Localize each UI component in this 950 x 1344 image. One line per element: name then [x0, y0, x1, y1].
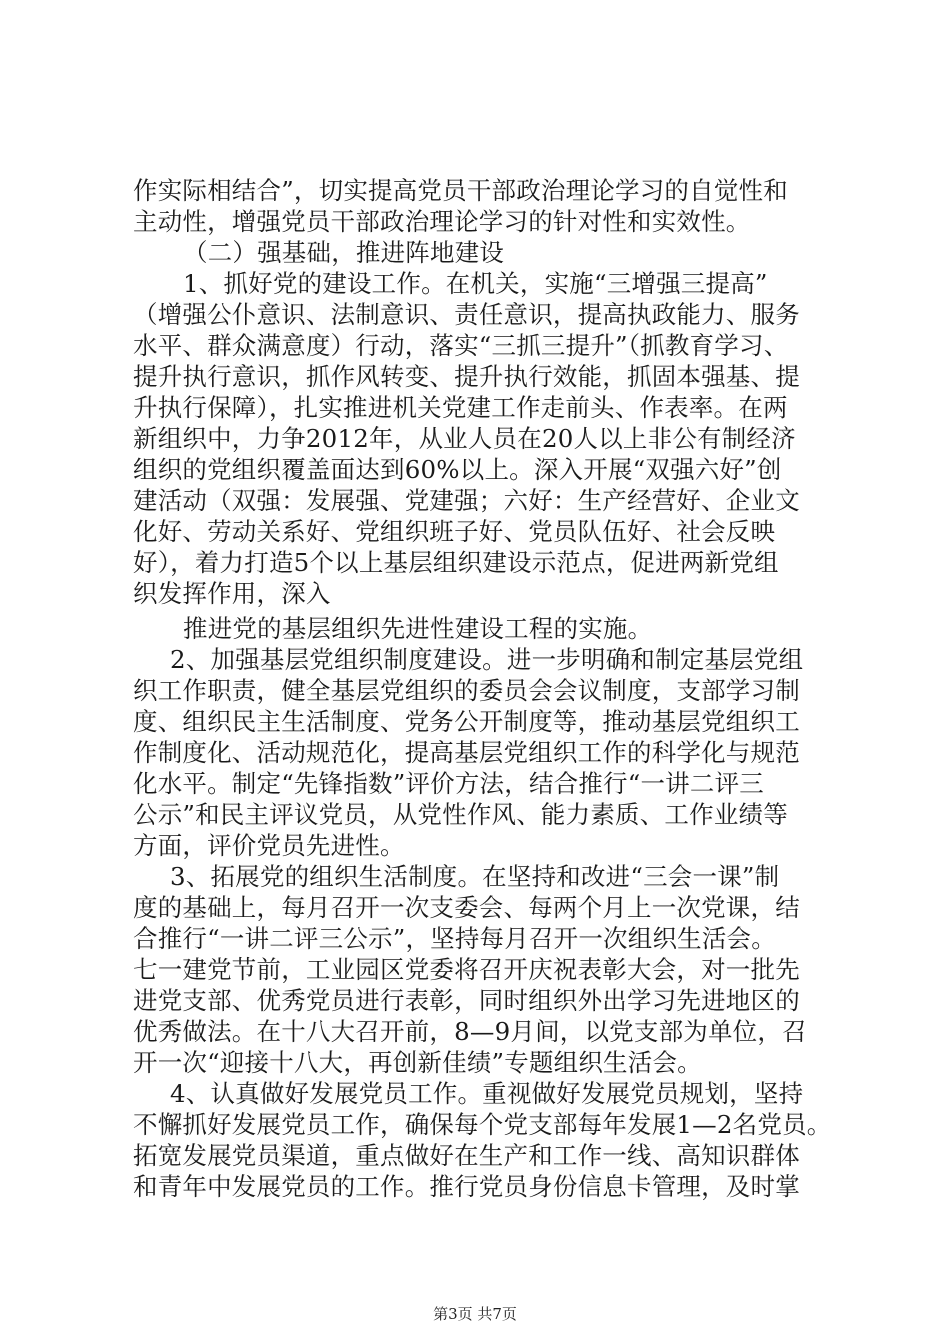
text-line: 3、拓展党的组织生活制度。在坚持和改进“三会一课”制 [170, 862, 780, 891]
text-line: 提升执行意识，抓作风转变、提升执行效能，抓固本强基、提 [133, 362, 800, 391]
text-line: 方面，评价党员先进性。 [133, 831, 405, 860]
section-heading: （二）强基础，推进阵地建设 [183, 238, 505, 267]
text-line: 升执行保障），扎实推进机关党建工作走前头、作表率。在两 [133, 393, 788, 422]
text-line: 作制度化、活动规范化，提高基层党组织工作的科学化与规范 [133, 738, 800, 767]
text-line: 好），着力打造5个以上基层组织建设示范点，促进两新党组 [133, 548, 779, 577]
text-line: 水平、群众满意度）行动，落实“三抓三提升”（抓教育学习、 [133, 331, 789, 360]
text-line: 建活动（双强：发展强、党建强；六好：生产经营好、企业文 [133, 486, 800, 515]
text-line: 七一建党节前，工业园区党委将召开庆祝表彰大会，对一批先 [133, 955, 800, 984]
text-line: 进党支部、优秀党员进行表彰，同时组织外出学习先进地区的 [133, 986, 800, 1015]
page-number-footer: 第3页 共7页 [433, 1305, 517, 1323]
text-line: 合推行“一讲二评三公示”，坚持每月召开一次组织生活会。 [133, 924, 776, 953]
text-line: 度、组织民主生活制度、党务公开制度等，推动基层党组织工 [133, 707, 800, 736]
text-line: 化水平。制定“先锋指数”评价方法，结合推行“一讲二评三 [133, 769, 764, 798]
text-line: 化好、劳动关系好、党组织班子好、党员队伍好、社会反映 [133, 517, 776, 546]
text-line: 2、加强基层党组织制度建设。进一步明确和制定基层党组 [170, 645, 804, 674]
text-line: 作实际相结合”，切实提高党员干部政治理论学习的自觉性和 [133, 176, 788, 205]
text-line: 织工作职责，健全基层党组织的委员会会议制度，支部学习制 [133, 676, 800, 705]
text-line: 推进党的基层组织先进性建设工程的实施。 [183, 614, 653, 643]
text-line: 主动性，增强党员干部政治理论学习的针对性和实效性。 [133, 207, 751, 236]
text-line: 4、认真做好发展党员工作。重视做好发展党员规划，坚持 [170, 1079, 804, 1108]
text-line: 织发挥作用，深入 [133, 579, 331, 608]
text-line: 不懈抓好发展党员工作，确保每个党支部每年发展1—2名党员。 [133, 1110, 832, 1139]
text-line: 优秀做法。在十八大召开前，8—9月间，以党支部为单位，召 [133, 1017, 807, 1046]
text-line: 开一次“迎接十八大，再创新佳绩”专题组织生活会。 [133, 1048, 702, 1077]
text-line: 和青年中发展党员的工作。推行党员身份信息卡管理，及时掌 [133, 1172, 800, 1201]
text-line: 组织的党组织覆盖面达到60%以上。深入开展“双强六好”创 [133, 455, 782, 484]
text-line: 拓宽发展党员渠道，重点做好在生产和工作一线、高知识群体 [133, 1141, 800, 1170]
text-line: 新组织中，力争2012年，从业人员在20人以上非公有制经济 [133, 424, 796, 453]
text-line: （增强公仆意识、法制意识、责任意识，提高执政能力、服务 [133, 300, 800, 329]
text-line: 度的基础上，每月召开一次支委会、每两个月上一次党课，结 [133, 893, 800, 922]
text-line: 1、抓好党的建设工作。在机关，实施“三增强三提高” [183, 269, 768, 298]
text-line: 公示”和民主评议党员，从党性作风、能力素质、工作业绩等 [133, 800, 788, 829]
